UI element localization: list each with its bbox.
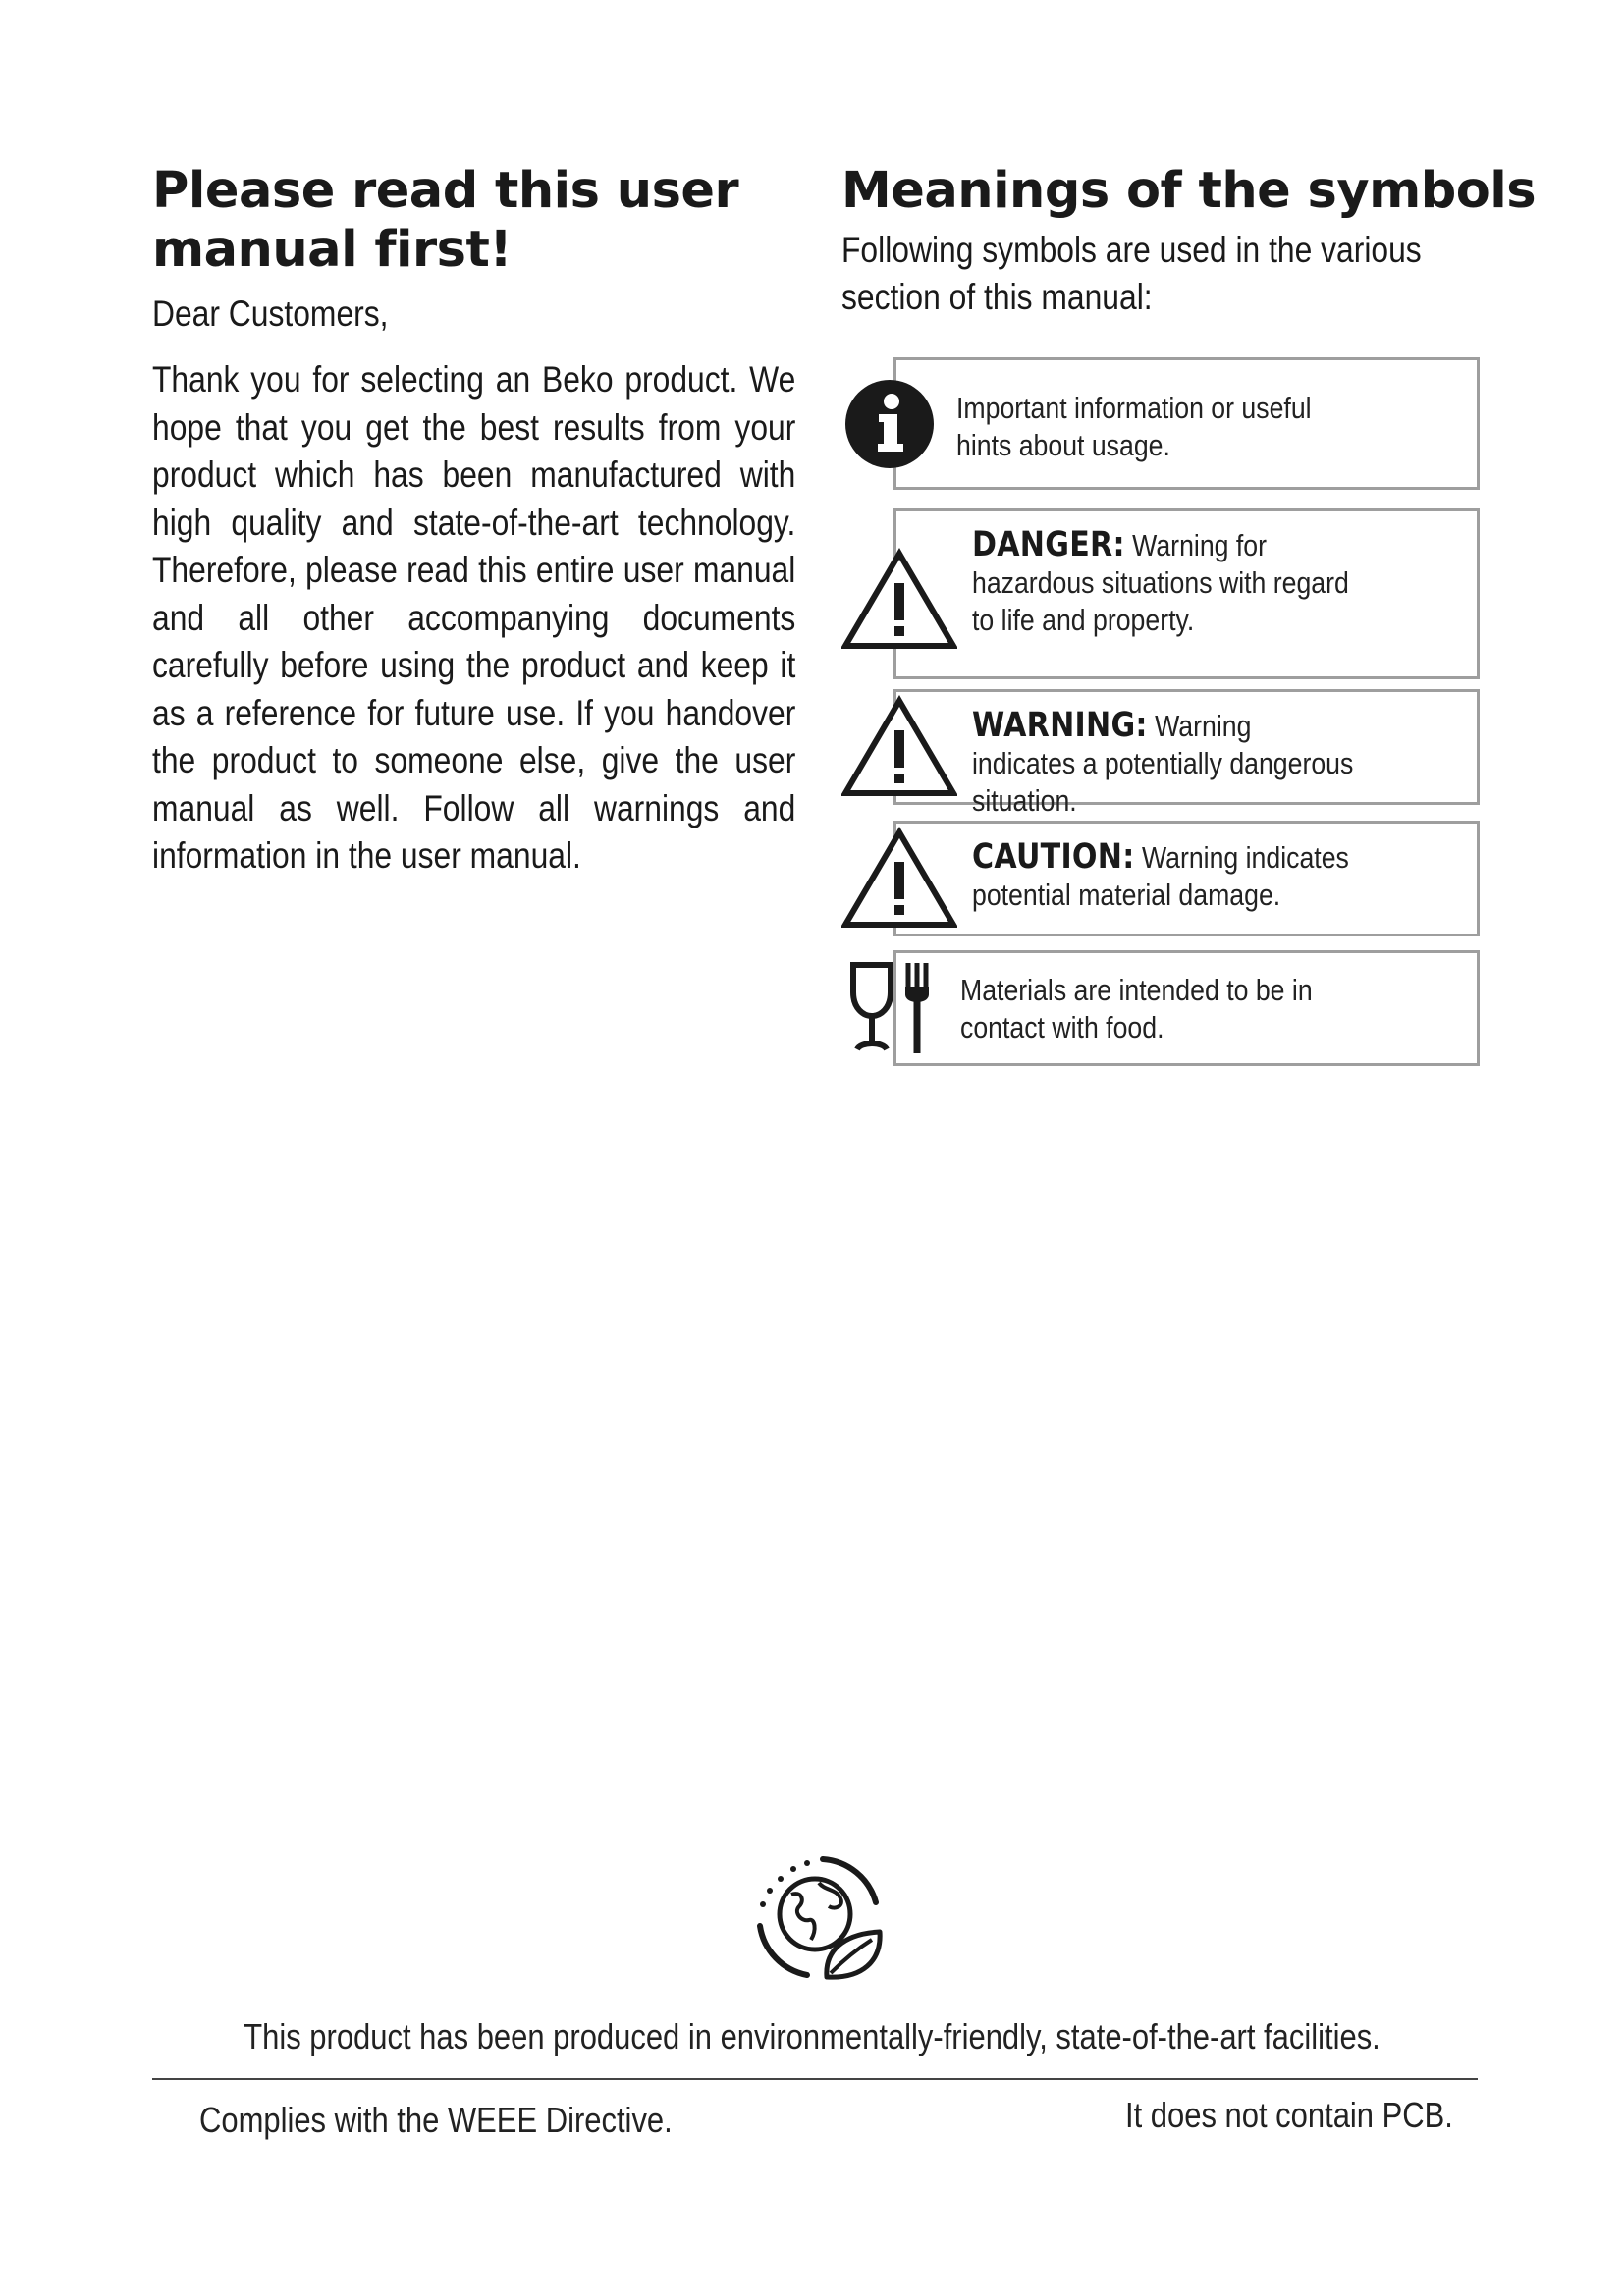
intro-section <box>152 162 795 881</box>
eco-statement: This product has been produced in environmentally-friendly, state-of-the-art facilities. <box>244 2016 1380 2056</box>
symbols-intro: Following symbols are used in the various section of this manual: <box>841 230 1422 317</box>
symbol-item-danger <box>841 508 1480 679</box>
symbols-section <box>841 162 1537 321</box>
greeting: Dear Customers, <box>152 294 389 334</box>
warning-triangle-icon <box>841 695 957 802</box>
weee-statement: Complies with the WEEE Directive. <box>199 2100 673 2140</box>
footer-divider <box>152 2078 1478 2080</box>
eco-globe-leaf-icon <box>746 1845 890 1989</box>
symbol-description: Important information or useful hints about usage. <box>956 391 1312 462</box>
caution-keyword: CAUTION: <box>972 837 1135 877</box>
warning-triangle-icon <box>841 548 957 655</box>
symbol-item-info <box>841 357 1480 490</box>
symbol-description: Materials are intended to be in contact with food. <box>960 973 1313 1044</box>
warning-triangle-icon <box>841 827 957 934</box>
info-icon <box>844 379 935 474</box>
symbols-title: Meanings of the symbols <box>841 162 1537 220</box>
intro-title: Please read this user manual first! <box>152 162 739 279</box>
food-contact-icon <box>847 959 938 1062</box>
symbol-item-warning <box>841 689 1480 818</box>
symbol-item-caution <box>841 821 1480 936</box>
symbol-description: Warning indicates potential material damage. <box>972 840 1349 912</box>
pcb-statement: It does not contain PCB. <box>1125 2095 1453 2135</box>
symbol-description: Warning for hazardous situations with regard to life and property. <box>972 528 1349 637</box>
symbol-description: Warning indicates a potentially dangerous situation. <box>972 709 1354 818</box>
warning-keyword: WARNING: <box>972 706 1148 745</box>
symbol-item-food-contact <box>841 950 1480 1066</box>
danger-keyword: DANGER: <box>972 525 1125 564</box>
intro-paragraph: Thank you for selecting an Beko product. We hope that you get the best results from your product which has been manufactured with high quality and state-of-the-art technology. Therefore, please read this entire user manual and all other accompanying documents carefully before using the product and keep it as a reference for future use. If you handover the product to someone else, give the user manual as well. Follow all warnings and information in the user manual. <box>152 359 796 876</box>
